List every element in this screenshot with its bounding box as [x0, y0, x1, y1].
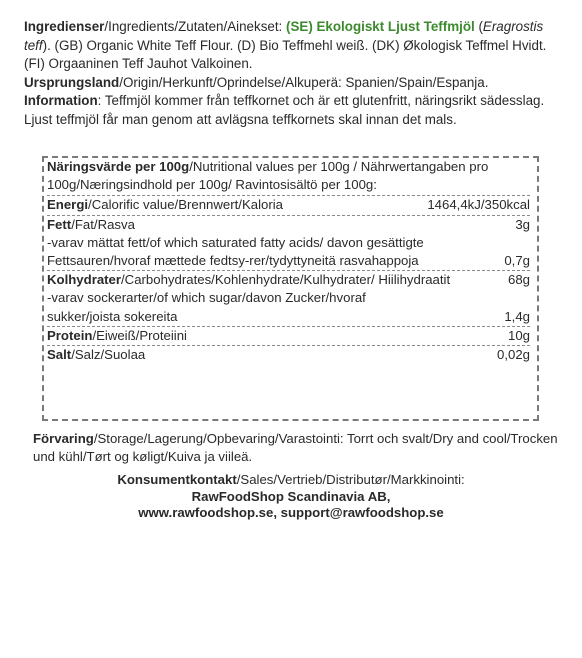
nutrition-row-sugar [47, 289, 530, 326]
row-label [47, 196, 419, 214]
row-value: 1,4g [504, 308, 530, 324]
row-value: 10g [507, 327, 530, 343]
row-value: 3g [515, 216, 530, 232]
company-name: RawFoodShop Scandinavia AB, [191, 488, 391, 504]
ingredients-heading: Ingredienser [24, 19, 105, 34]
latin-close: ). [42, 37, 55, 53]
ingredients-translations: (GB) Organic White Teff Flour. (D) Bio Teffmehl weiß. (DK) Økologisk Teffmel Hvidt. (FI) Orgaaninen Teff Jauhot Valkoinen. [24, 37, 547, 71]
nutrition-row-saturated [47, 234, 530, 271]
row-rest: /Calorific value/Brennwert/Kaloria [88, 197, 284, 213]
ingredients-heading-rest: /Ingredients/Zutaten/Ainekset: [104, 19, 286, 34]
nutrition-row-energy [47, 196, 530, 215]
info-label: Information [24, 93, 98, 108]
nutrition-row-salt [47, 346, 530, 364]
row-rest: -varav mättat fett/of which saturated fatty acids/ davon gesättigte Fettsauren/hvoraf mættede fedtsy-rer/tydyttyneitä rasvahappoja [47, 234, 424, 269]
storage-text: /Storage/Lagerung/Opbevaring/Varastointi: Torrt och svalt/Dry and cool/Trocken und kühl/Tørt og køligt/Kuiva ja viileä. [33, 431, 558, 464]
row-value: 0,02g [496, 347, 530, 363]
row-rest: /Salz/Suolaa [71, 347, 146, 363]
row-bold: Kolhydrater [47, 272, 122, 288]
storage-section [33, 430, 558, 465]
nutrition-header-text [47, 158, 530, 194]
nutrition-row-protein [47, 327, 530, 346]
row-value: 0,7g [504, 253, 530, 269]
row-rest: /Fat/Rasva [71, 216, 135, 232]
row-label [47, 216, 507, 234]
contact-label-rest: /Sales/Vertrieb/Distributør/Markkinointi: [236, 472, 465, 487]
nutrition-header-bold: Näringsvärde per 100g [47, 159, 190, 174]
product-name-se: (SE) Ekologiskt Ljust Teffmjöl [286, 19, 475, 34]
ingredients-section [24, 18, 558, 129]
row-value: 68g [507, 272, 530, 288]
info-text: : Teffmjöl kommer från teffkornet och är ett glutenfritt, näringsrikt sädesslag. Ljust teffmjöl får man genom att avlägsna teffkornets skal innan det mals. [24, 93, 545, 127]
nutrition-header-rest: /Nutritional values per 100g / Nährwertangaben pro 100g/Næringsindhold per 100g/ Ravintosisältö per 100g: [47, 159, 489, 193]
row-rest: /Carbohydrates/Kohlenhydrate/Kulhydrater/ Hiilihydraatit [121, 272, 451, 288]
nutrition-row-fat [47, 216, 530, 234]
nutrition-header [47, 158, 530, 196]
row-value: 1464,4kJ/350kcal [427, 197, 530, 213]
nutrition-row-carbs [47, 271, 530, 289]
latin-open: ( [474, 19, 483, 34]
storage-label: Förvaring [33, 431, 94, 446]
contact-web: www.rawfoodshop.se, support@rawfoodshop.se [138, 505, 444, 520]
origin-text: /Origin/Herkunft/Oprindelse/Alkuperä: Spanien/Spain/Espanja. [119, 74, 489, 90]
row-label [47, 327, 500, 345]
latin-name: Eragrostis teff [24, 19, 544, 53]
row-label [47, 234, 496, 270]
row-bold: Energi [47, 197, 89, 213]
row-label [47, 346, 489, 364]
row-rest: -varav sockerarter/of which sugar/davon Zucker/hvoraf sukker/joista sokereita [47, 290, 366, 324]
row-bold: Fett [47, 216, 72, 232]
row-bold: Protein [47, 327, 93, 343]
contact-label: Konsumentkontakt [117, 472, 237, 487]
row-label [47, 289, 496, 325]
contact-section [0, 472, 582, 522]
row-bold: Salt [47, 347, 72, 363]
row-label [47, 271, 500, 289]
nutrition-table [47, 158, 530, 364]
contact-line [0, 472, 582, 489]
row-rest: /Eiweiß/Proteiini [92, 327, 187, 343]
origin-label: Ursprungsland [24, 74, 120, 90]
